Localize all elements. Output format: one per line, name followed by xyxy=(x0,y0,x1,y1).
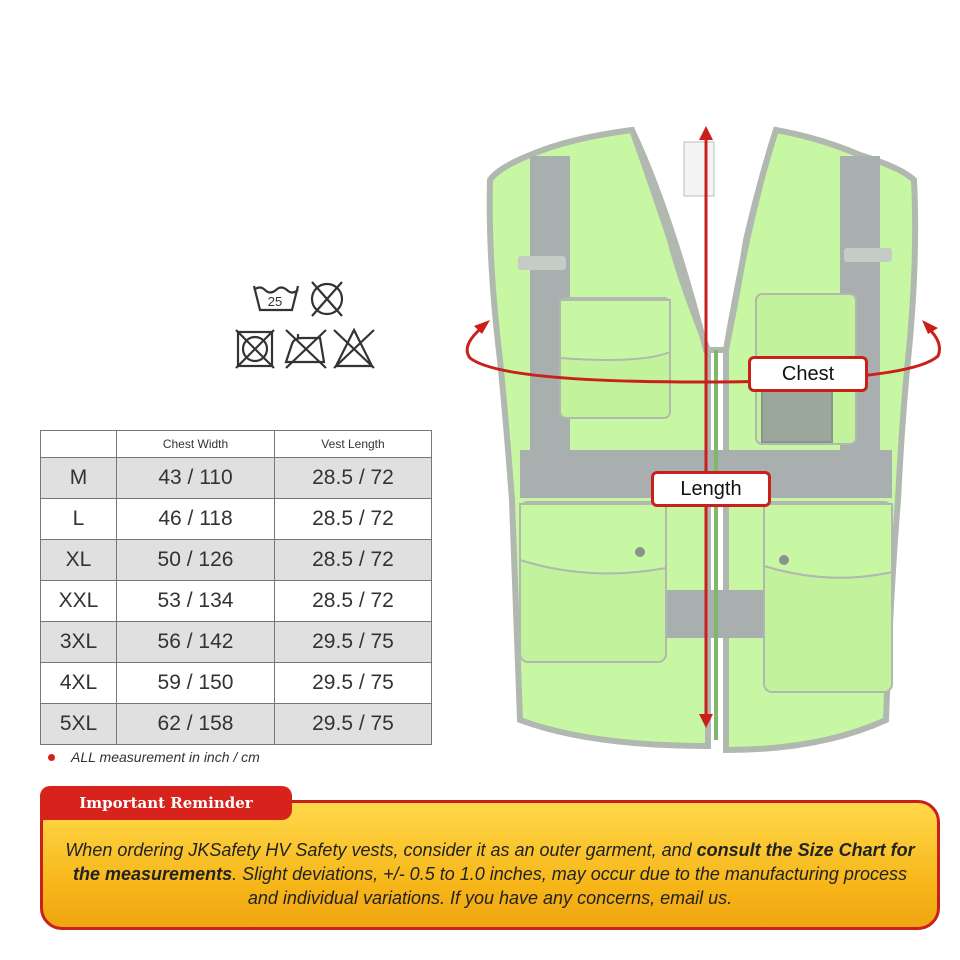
do-not-iron-icon xyxy=(286,330,326,368)
snap-button-right xyxy=(779,555,789,565)
table-row xyxy=(41,663,432,704)
table-header-row xyxy=(41,431,432,458)
table-row xyxy=(41,622,432,663)
do-not-bleach-icon xyxy=(312,282,342,316)
lower-pocket-left-flap xyxy=(520,504,666,573)
chest-cell: 53 / 134 xyxy=(117,581,275,622)
reminder-title: Important Reminder xyxy=(40,786,292,820)
chest-cell: 62 / 158 xyxy=(117,704,275,745)
table-row xyxy=(41,704,432,745)
chest-cell: 43 / 110 xyxy=(117,458,275,499)
bullet-dot-icon xyxy=(48,754,55,761)
chest-arrow-right-icon xyxy=(922,320,938,334)
vest-illustration xyxy=(440,120,960,770)
measurement-note xyxy=(48,749,260,765)
table-row xyxy=(41,499,432,540)
length-cell: 29.5 / 75 xyxy=(275,663,432,704)
reminder-text xyxy=(58,838,922,910)
header-vest-length: Vest Length xyxy=(275,431,432,458)
do-not-dry-clean-icon xyxy=(334,330,374,368)
svg-text:25: 25 xyxy=(267,294,283,309)
size-cell: L xyxy=(41,499,117,540)
reminder-text-part1: When ordering JKSafety HV Safety vests, consider it as an outer garment, and xyxy=(65,840,697,860)
size-cell: 3XL xyxy=(41,622,117,663)
length-cell: 28.5 / 72 xyxy=(275,540,432,581)
chest-cell: 46 / 118 xyxy=(117,499,275,540)
size-chart-table xyxy=(40,430,432,745)
shoulder-tab-right xyxy=(844,248,892,262)
size-cell: 4XL xyxy=(41,663,117,704)
chest-pocket-left-flap xyxy=(560,300,670,360)
length-callout: Length xyxy=(651,471,771,507)
care-symbols xyxy=(228,272,388,382)
table-row xyxy=(41,581,432,622)
size-cell: 5XL xyxy=(41,704,117,745)
reminder-text-part2: . Slight deviations, +/- 0.5 to 1.0 inches, may occur due to the manufacturing process and individual variations. If you have any concerns, email us. xyxy=(232,864,907,908)
snap-button-left xyxy=(635,547,645,557)
length-cell: 29.5 / 75 xyxy=(275,704,432,745)
size-cell: XL xyxy=(41,540,117,581)
chest-callout: Chest xyxy=(748,356,868,392)
size-cell: M xyxy=(41,458,117,499)
length-arrow-top-icon xyxy=(699,126,713,140)
length-cell: 28.5 / 72 xyxy=(275,581,432,622)
table-row xyxy=(41,458,432,499)
lower-pocket-right-flap xyxy=(764,504,892,578)
do-not-tumble-dry-icon xyxy=(236,330,274,368)
length-cell: 28.5 / 72 xyxy=(275,458,432,499)
wash-25-icon xyxy=(254,286,298,310)
garment-label-icon xyxy=(684,142,714,196)
table-row xyxy=(41,540,432,581)
reminder-text-bold: consult the Size Chart for the measurements xyxy=(73,840,915,884)
chest-cell: 59 / 150 xyxy=(117,663,275,704)
chest-cell: 50 / 126 xyxy=(117,540,275,581)
header-chest-width: Chest Width xyxy=(117,431,275,458)
shoulder-tab-left xyxy=(518,256,566,270)
size-cell: XXL xyxy=(41,581,117,622)
header-size xyxy=(41,431,117,458)
length-cell: 28.5 / 72 xyxy=(275,499,432,540)
measurement-note-text: ALL measurement in inch / cm xyxy=(71,749,260,765)
length-cell: 29.5 / 75 xyxy=(275,622,432,663)
chest-cell: 56 / 142 xyxy=(117,622,275,663)
